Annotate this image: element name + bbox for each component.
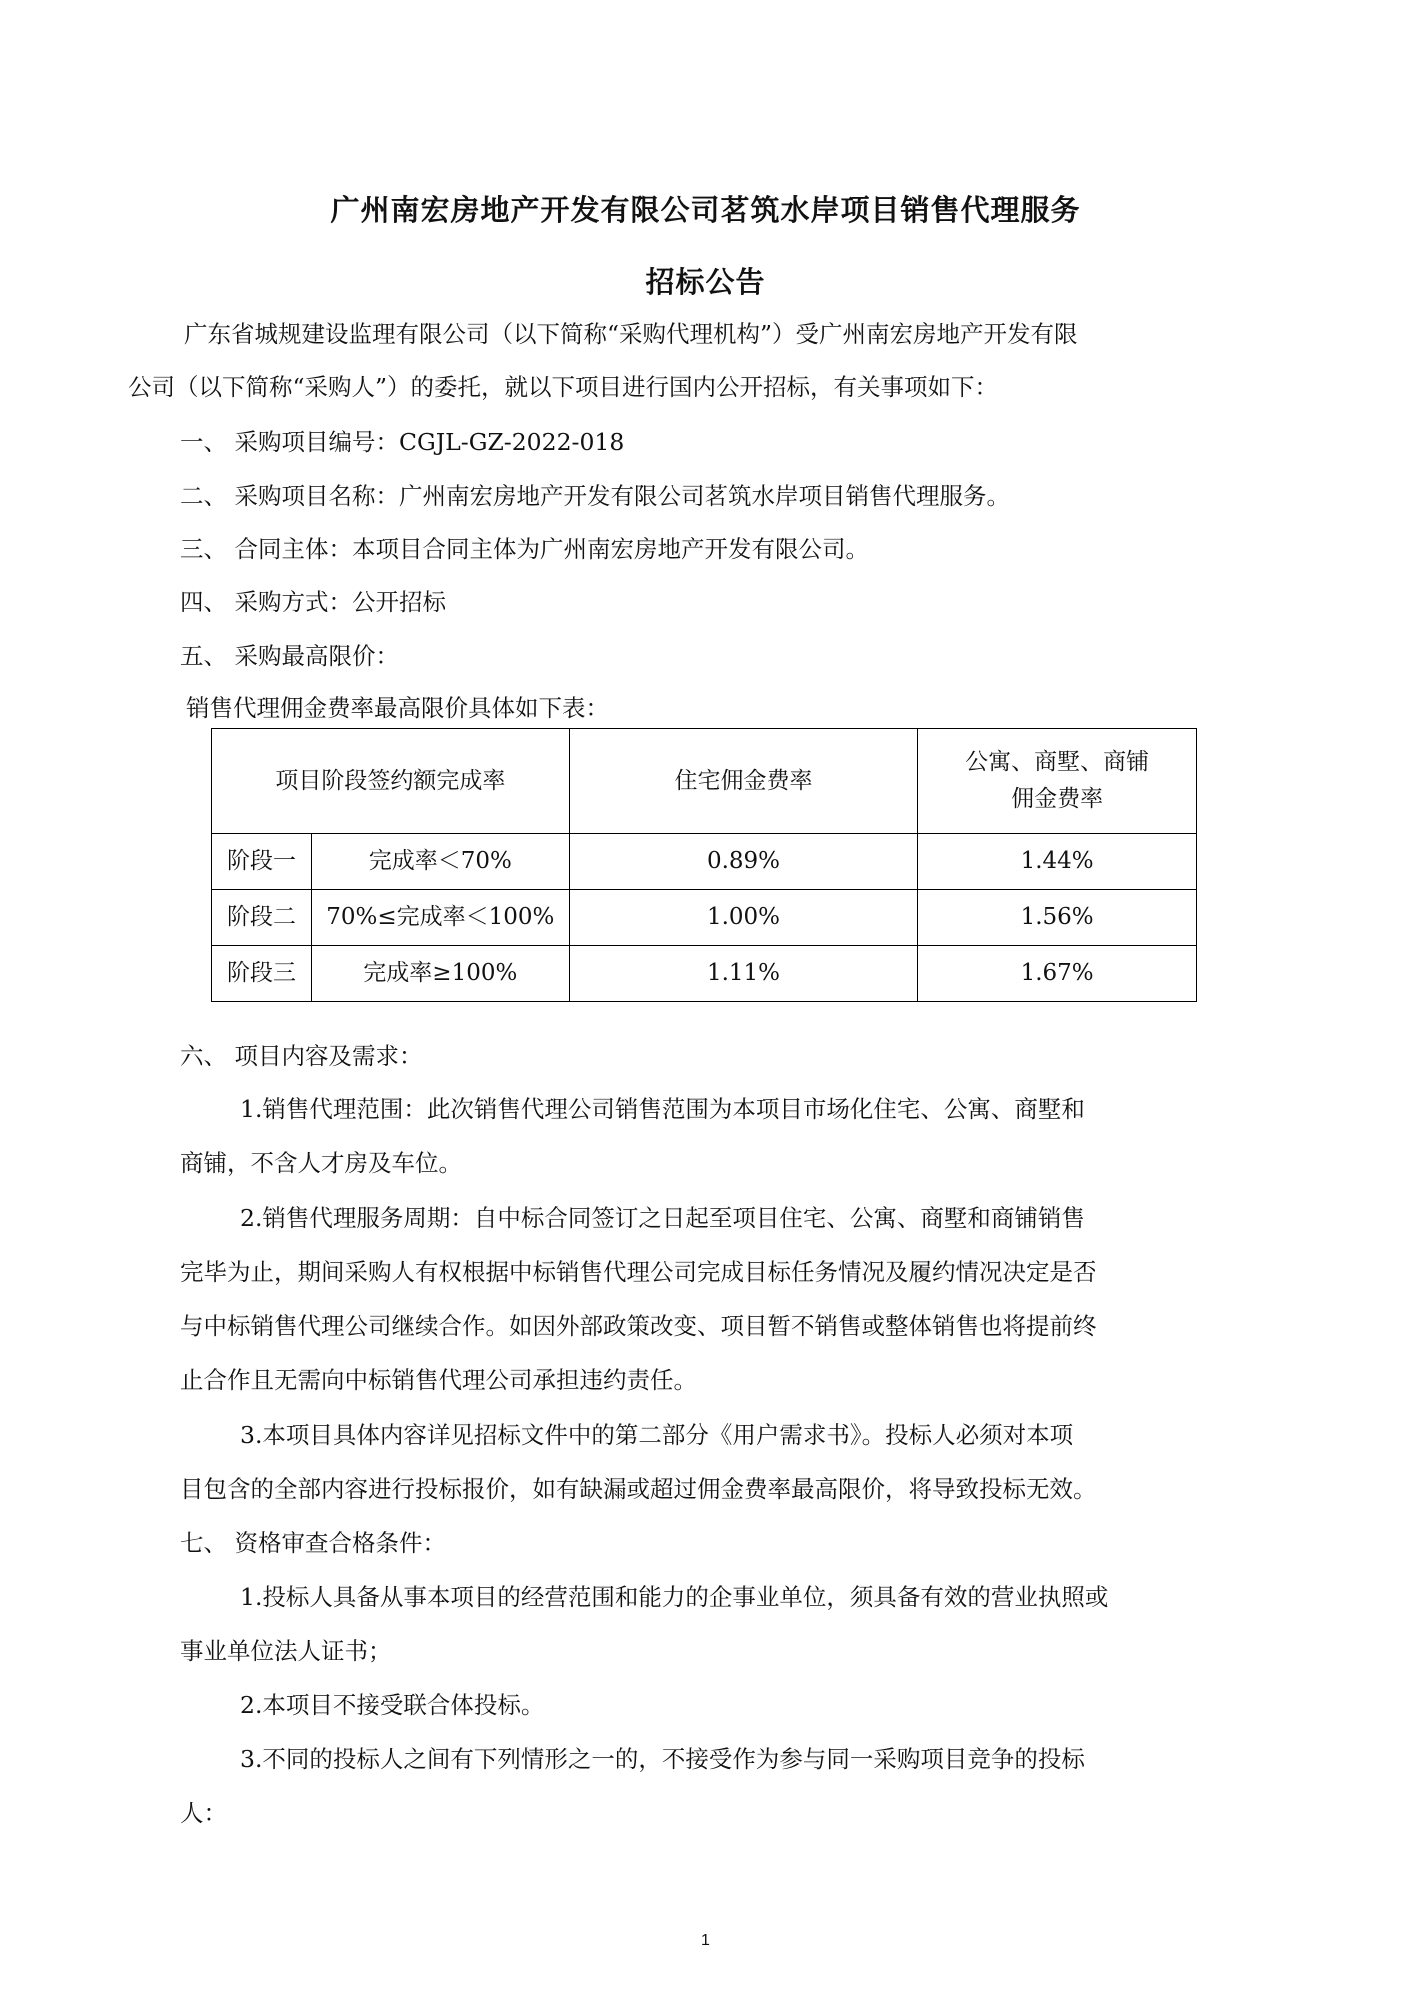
- other-rate-cell: 1.67%: [918, 946, 1197, 1002]
- stage-cell: 阶段一: [212, 834, 312, 890]
- table-header-row: [212, 729, 1197, 834]
- header-other-rate-line1: 公寓、商墅、商铺: [965, 749, 1150, 776]
- residential-rate-cell: 1.11%: [569, 946, 917, 1002]
- qualification-1-line-1: 1.投标人具备从事本项目的经营范围和能力的企事业单位，须具备有效的营业执照或: [240, 1583, 1109, 1611]
- intro-line-1: 广东省城规建设监理有限公司（以下简称“采购代理机构”）受广州南宏房地产开发有限: [184, 320, 1078, 348]
- section-project-number: 一、 采购项目编号：CGJL-GZ-2022-018: [180, 428, 625, 456]
- qualification-2: 2.本项目不接受联合体投标。: [240, 1691, 545, 1719]
- page-number: 1: [701, 1932, 710, 1949]
- section-procurement-method: 四、 采购方式：公开招标: [180, 588, 446, 616]
- stage-cell: 阶段二: [212, 890, 312, 946]
- content-3-line-1: 3.本项目具体内容详见招标文件中的第二部分《用户需求书》。投标人必须对本项: [240, 1421, 1074, 1449]
- section-qualification: 七、 资格审查合格条件：: [180, 1529, 446, 1557]
- section-contract-party: 三、 合同主体：本项目合同主体为广州南宏房地产开发有限公司。: [180, 535, 869, 563]
- commission-rate-table: [211, 728, 1197, 1002]
- section-price-cap: 五、 采购最高限价：: [180, 642, 399, 670]
- document-title: 广州南宏房地产开发有限公司茗筑水岸项目销售代理服务: [330, 193, 1081, 227]
- content-3-line-2: 目包含的全部内容进行投标报价，如有缺漏或超过佣金费率最高限价，将导致投标无效。: [180, 1475, 1097, 1503]
- intro-line-2: 公司（以下简称“采购人”）的委托，就以下项目进行国内公开招标，有关事项如下：: [128, 373, 999, 401]
- header-other-rate: [918, 729, 1197, 834]
- content-2-line-1: 2.销售代理服务周期：自中标合同签订之日起至项目住宅、公寓、商墅和商铺销售: [240, 1204, 1085, 1232]
- section-project-content: 六、 项目内容及需求：: [180, 1042, 423, 1070]
- header-stage: 项目阶段签约额完成率: [212, 729, 570, 834]
- header-residential-rate: 住宅佣金费率: [569, 729, 917, 834]
- residential-rate-cell: 0.89%: [569, 834, 917, 890]
- document-subtitle: 招标公告: [645, 265, 766, 299]
- completion-rate-cell: 70%≤完成率＜100%: [311, 890, 569, 946]
- completion-rate-cell: 完成率≥100%: [311, 946, 569, 1002]
- table-row: [212, 946, 1197, 1002]
- other-rate-cell: 1.44%: [918, 834, 1197, 890]
- other-rate-cell: 1.56%: [918, 890, 1197, 946]
- content-2-line-3: 与中标销售代理公司继续合作。如因外部政策改变、项目暂不销售或整体销售也将提前终: [180, 1312, 1097, 1340]
- section-project-name: 二、 采购项目名称：广州南宏房地产开发有限公司茗筑水岸项目销售代理服务。: [180, 482, 1010, 510]
- table-caption: 销售代理佣金费率最高限价具体如下表：: [186, 694, 609, 722]
- qualification-3-line-2: 人：: [180, 1799, 227, 1827]
- stage-cell: 阶段三: [212, 946, 312, 1002]
- residential-rate-cell: 1.00%: [569, 890, 917, 946]
- header-other-rate-line2: 佣金费率: [1011, 786, 1104, 812]
- content-1-line-1: 1.销售代理范围：此次销售代理公司销售范围为本项目市场化住宅、公寓、商墅和: [240, 1095, 1085, 1123]
- qualification-1-line-2: 事业单位法人证书；: [180, 1637, 392, 1665]
- table-row: [212, 834, 1197, 890]
- content-2-line-4: 止合作且无需向中标销售代理公司承担违约责任。: [180, 1366, 697, 1394]
- content-2-line-2: 完毕为止，期间采购人有权根据中标销售代理公司完成目标任务情况及履约情况决定是否: [180, 1258, 1097, 1286]
- table-row: [212, 890, 1197, 946]
- content-1-line-2: 商铺，不含人才房及车位。: [180, 1149, 462, 1177]
- completion-rate-cell: 完成率＜70%: [311, 834, 569, 890]
- qualification-3-line-1: 3.不同的投标人之间有下列情形之一的，不接受作为参与同一采购项目竞争的投标: [240, 1745, 1085, 1773]
